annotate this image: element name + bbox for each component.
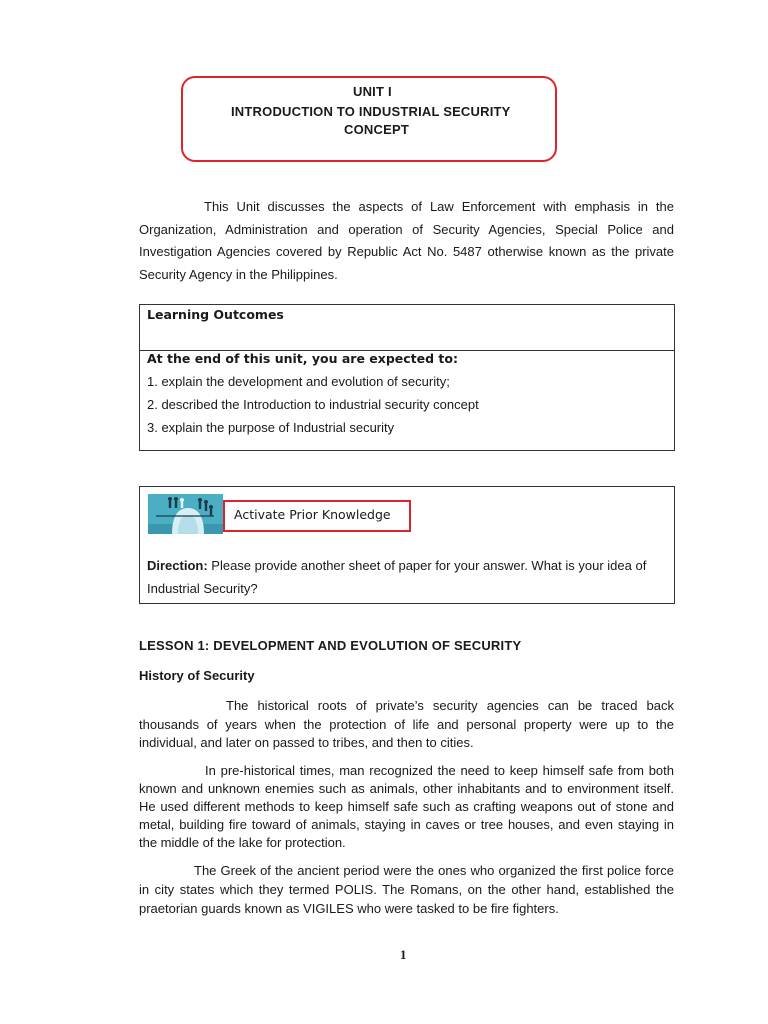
learning-outcome-item: 1. explain the development and evolution of security; xyxy=(147,374,450,389)
body-paragraph: The historical roots of private’s security agencies can be traced back thousands of years when the protection of life and personal property were up to the individual, and later on passed to tribes, and then to cities. xyxy=(139,698,674,750)
body-paragraph: In pre-historical times, man recognized the need to keep himself safe from both known and unknown enemies such as animals, other inhabitants and to environment itself. He used different methods to keep himself safe such as crafting weapons out of stone and metal, building fire toward of animals, staying in caves or tree houses, and even staying in the middle of the lake for protection. xyxy=(139,763,674,850)
prior-knowledge-label-box xyxy=(223,500,411,532)
prior-knowledge-direction xyxy=(147,554,662,600)
section-heading: History of Security xyxy=(139,668,255,683)
unit-title-line1: INTRODUCTION TO INDUSTRIAL SECURITY xyxy=(231,104,511,119)
unit-intro-paragraph: This Unit discusses the aspects of Law Enforcement with emphasis in the Organization, Administration and operation of Security Agencies, Special Police and Investigation Agencies covered by Republic Act No. 5487 otherwise known as the private Security Agency in the Philippines. xyxy=(139,199,674,283)
page-number: 1 xyxy=(400,947,407,962)
unit-number: UNIT I xyxy=(353,84,392,99)
learning-outcome-item: 2. described the Introduction to industrial security concept xyxy=(147,397,479,412)
prior-knowledge-label: Activate Prior Knowledge xyxy=(234,507,391,522)
learning-outcomes-box xyxy=(139,304,675,451)
learning-outcome-item: 3. explain the purpose of Industrial security xyxy=(147,420,395,435)
unit-title-line2: CONCEPT xyxy=(344,122,409,137)
direction-text: Please provide another sheet of paper for your answer. What is your idea of Industrial Security? xyxy=(147,558,647,596)
prior-knowledge-box xyxy=(139,486,675,604)
direction-label: Direction: xyxy=(147,558,208,573)
body-paragraph: The Greek of the ancient period were the ones who organized the first police force in city states which they termed POLIS. The Romans, on the other hand, established the praetorian guards known as VIGILES who were tasked to be fire fighters. xyxy=(139,863,674,916)
lesson-title: LESSON 1: DEVELOPMENT AND EVOLUTION OF SECURITY xyxy=(139,638,522,653)
people-on-head-illustration-icon xyxy=(148,494,223,534)
learning-outcomes-intro: At the end of this unit, you are expected to: xyxy=(147,351,458,366)
learning-outcomes-title: Learning Outcomes xyxy=(147,307,284,322)
